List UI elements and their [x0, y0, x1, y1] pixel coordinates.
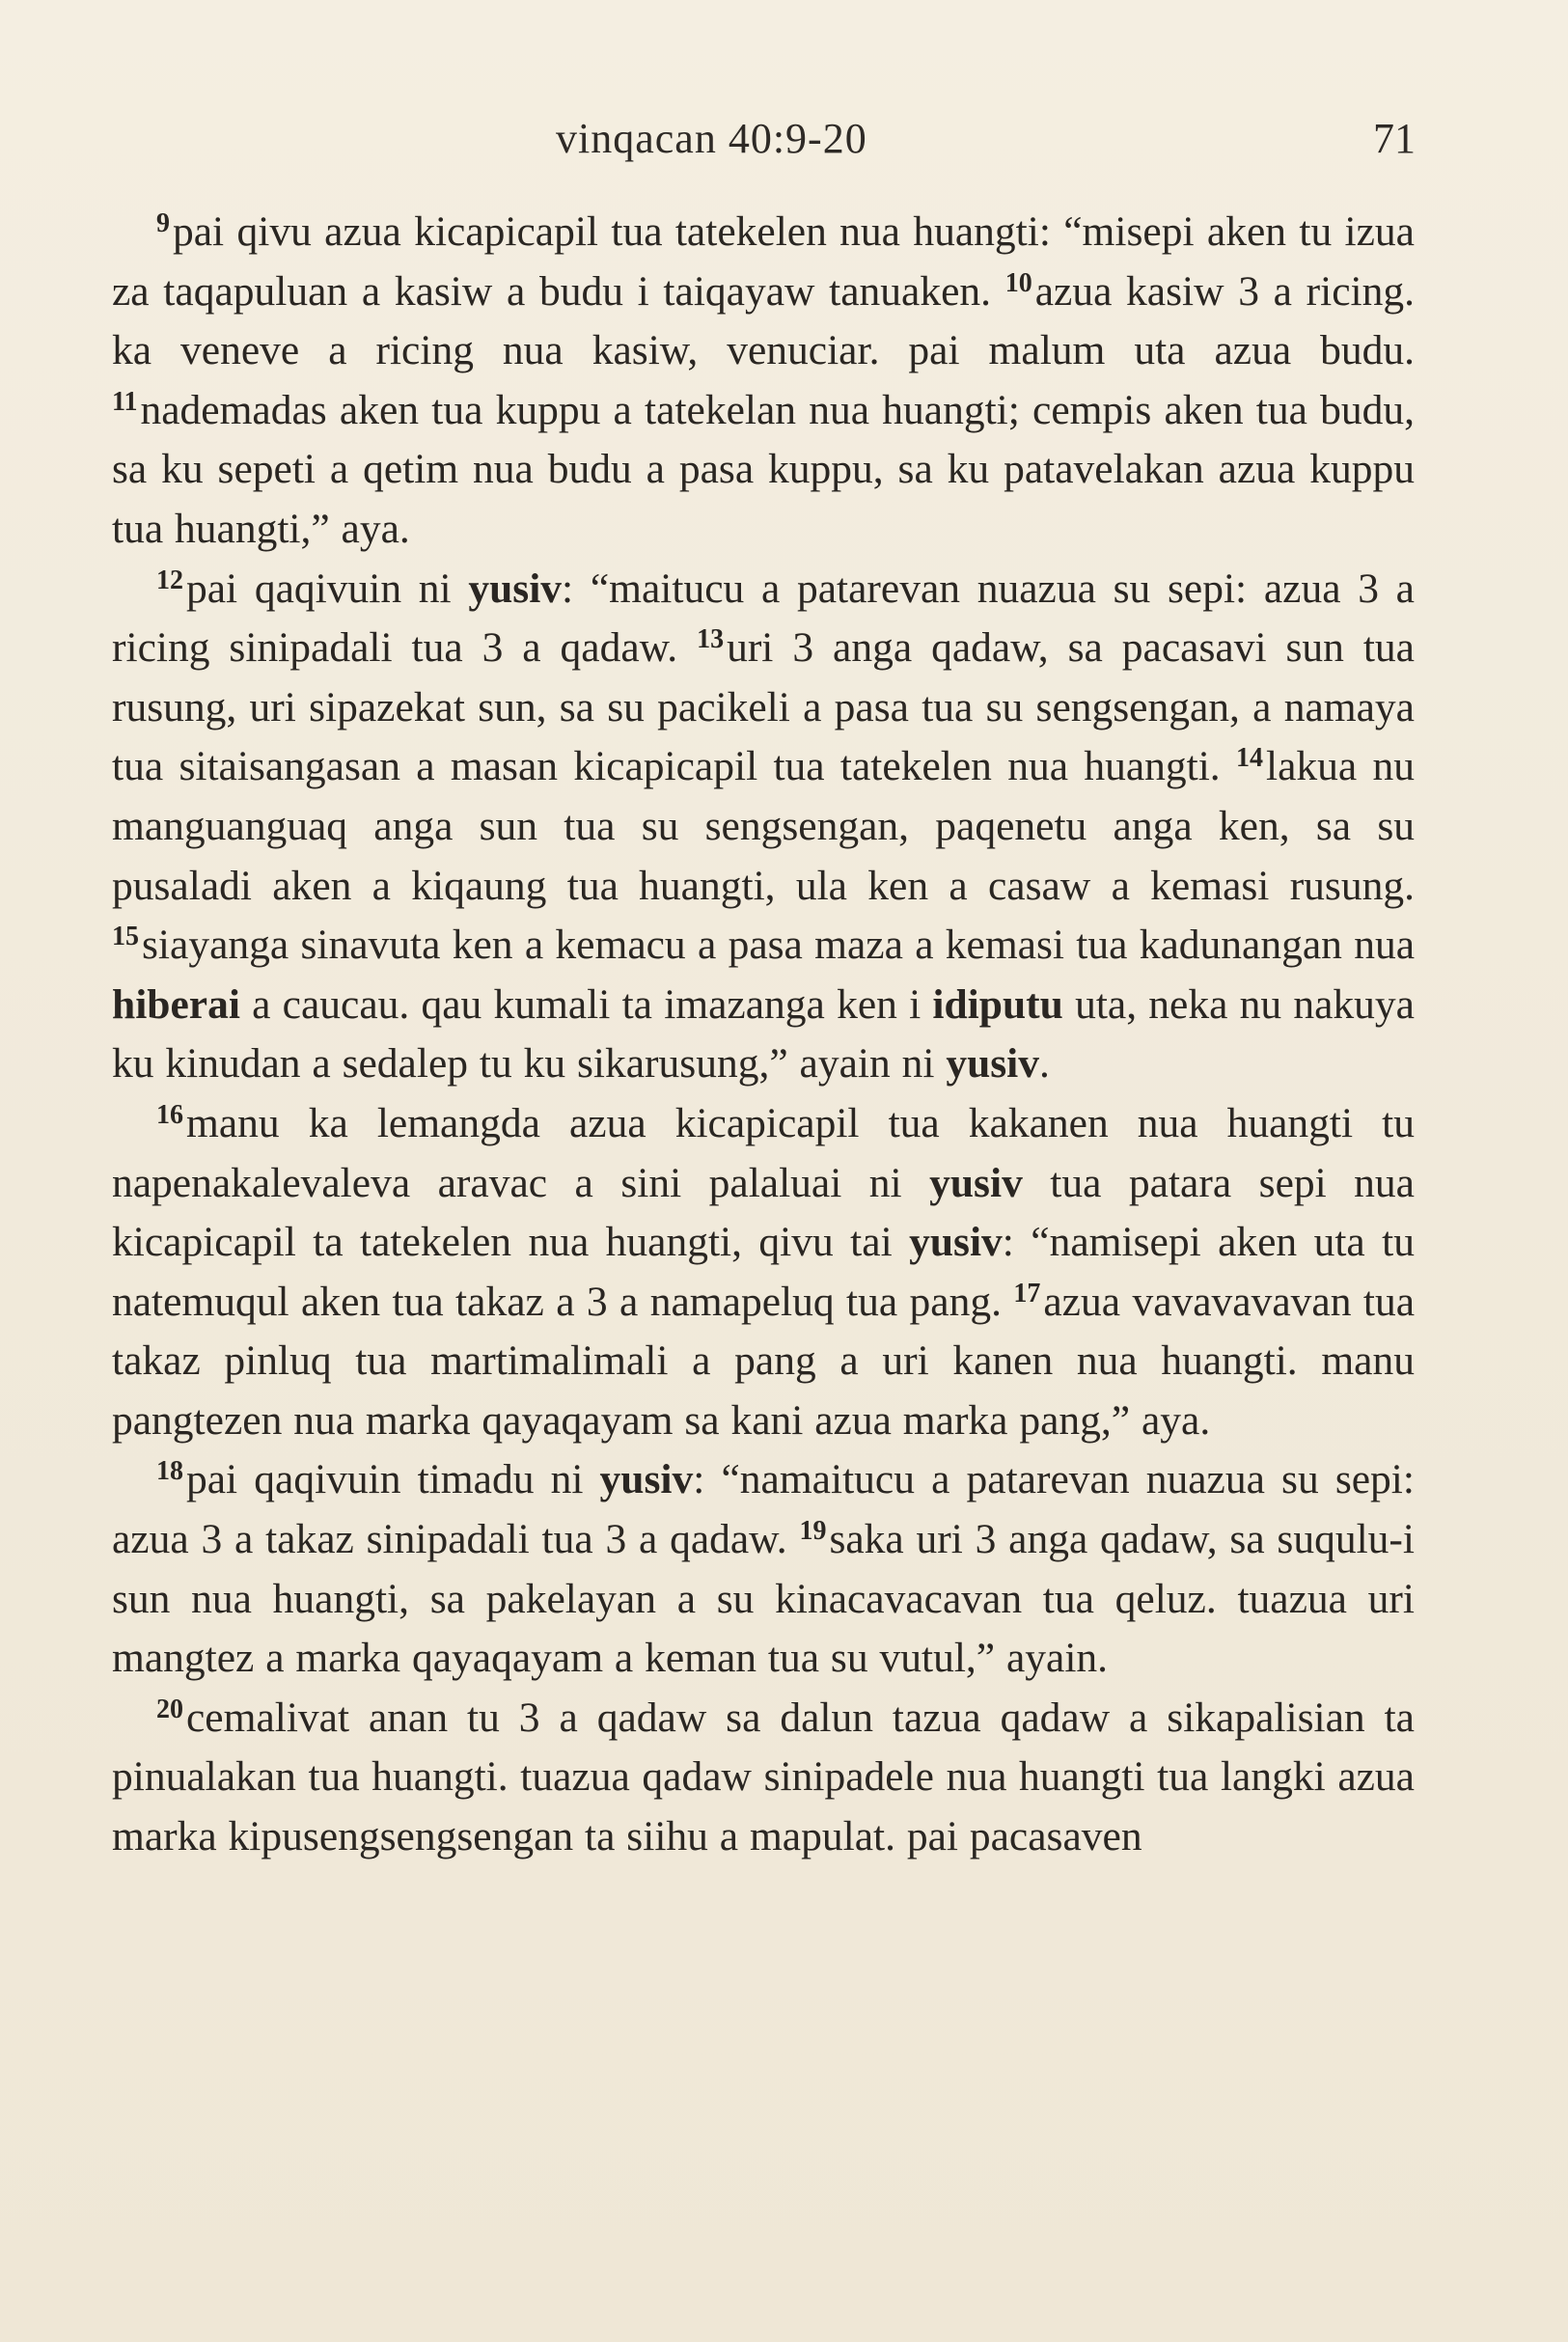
- paragraph: [112, 203, 1415, 560]
- verse-text: pai qivu azua kicapicapil tua tatekelen nua huangti: “misepi aken tu izua za taqapuluan a kasiw a budu i taiqayaw tanuaken.: [112, 208, 1415, 315]
- verse-text: : “namaitucu a patarevan nuazua su sepi: azua 3 a takaz sinipadali tua 3 a qadaw.: [112, 1456, 1415, 1563]
- verse-number: 13: [697, 624, 725, 655]
- verse-text: siayanga sinavuta ken a kemacu a pasa maza a kemasi tua kadunangan nua: [142, 922, 1415, 969]
- verse-number: 20: [156, 1694, 183, 1724]
- verse-text: saka uri 3 anga qadaw, sa suqulu-i sun nua huangti, sa pakelayan a su kinacavacavan tua qeluz. tuazua uri mangtez a marka qayaqayam a keman tua su vutul,” ayain.: [112, 1516, 1415, 1682]
- verse-number: 19: [799, 1516, 827, 1547]
- verse-text: tua patara sepi nua kicapicapil ta tatekelen nua huangti, qivu tai: [112, 1159, 1415, 1266]
- proper-name: yusiv: [468, 565, 563, 612]
- proper-name: yusiv: [929, 1159, 1023, 1206]
- paragraph: [112, 1689, 1415, 1867]
- paragraph: [112, 560, 1415, 1094]
- verse-text: azua vavavavavan tua takaz pinluq tua martimalimali a pang a uri kanen nua huangti. manu pangtezen nua marka qayaqayam sa kani azua marka pang,” aya.: [112, 1278, 1416, 1444]
- verse-number: 9: [156, 208, 170, 238]
- paragraph: [112, 1450, 1415, 1688]
- proper-name: yusiv: [946, 1040, 1040, 1088]
- verse-text: uta, neka nu nakuya ku kinudan a sedalep tu ku sikarusung,” ayain ni: [112, 980, 1415, 1088]
- proper-name: yusiv: [599, 1456, 694, 1503]
- proper-name: yusiv: [909, 1219, 1003, 1266]
- scripture-text: [112, 203, 1415, 1867]
- verse-number: 17: [1013, 1278, 1041, 1309]
- verse-text: azua kasiw 3 a ricing. ka veneve a ricing nua kasiw, venuciar. pai malum uta azua budu.: [112, 267, 1415, 374]
- verse-text: pai qaqivuin timadu ni: [186, 1456, 600, 1503]
- verse-text: : “maitucu a patarevan nuazua su sepi: azua 3 a ricing sinipadali tua 3 a qadaw.: [112, 565, 1415, 672]
- verse-number: 11: [112, 386, 138, 417]
- verse-text: cemalivat anan tu 3 a qadaw sa dalun tazua qadaw a sikapalisian ta pinualakan tua huangti. tuazua qadaw sinipadele nua huangti tua langki azua marka kipusengsengsengan ta siihu a mapulat. pai pacasaven: [112, 1694, 1415, 1860]
- verse-number: 14: [1236, 743, 1263, 774]
- verse-text: lakua nu manguanguaq anga sun tua su sengsengan, paqenetu anga ken, sa su pusaladi aken a kiqaung tua huangti, ula ken a casaw a kemasi rusung.: [112, 743, 1416, 909]
- paragraph: [112, 1094, 1415, 1451]
- verse-number: 16: [156, 1099, 183, 1130]
- verse-text: : “namisepi aken uta tu natemuqul aken tua takaz a 3 a namapeluq tua pang.: [112, 1219, 1415, 1325]
- verse-number: 12: [156, 565, 183, 595]
- verse-text: pai qaqivuin ni: [186, 565, 469, 612]
- verse-number: 18: [156, 1456, 183, 1487]
- verse-number: 15: [112, 922, 139, 952]
- proper-name: hiberai: [112, 980, 240, 1028]
- verse-text: manu ka lemangda azua kicapicapil tua kakanen nua huangti tu napenakalevaleva aravac a sini palaluai ni: [112, 1099, 1415, 1206]
- chapter-heading: vinqacan 40:9-20: [556, 115, 867, 162]
- verse-text: uri 3 anga qadaw, sa pacasavi sun tua rusung, uri sipazekat sun, sa su pacikeli a pasa tua su sengsengan, a namaya tua sitaisangasan a masan kicapicapil tua tatekelen nua huangti.: [112, 624, 1415, 790]
- verse-text: .: [1039, 1040, 1050, 1088]
- page-number: 71: [1373, 115, 1416, 162]
- verse-number: 10: [1004, 267, 1032, 298]
- running-header: [0, 114, 1568, 172]
- verse-text: a caucau. qau kumali ta imazanga ken i: [239, 980, 933, 1028]
- proper-name: idiputu: [932, 980, 1063, 1028]
- verse-text: nademadas aken tua kuppu a tatekelan nua huangti; cempis aken tua budu, sa ku sepeti a qetim nua budu a pasa kuppu, sa ku patavelakan azua kuppu tua huangti,” aya.: [112, 386, 1415, 552]
